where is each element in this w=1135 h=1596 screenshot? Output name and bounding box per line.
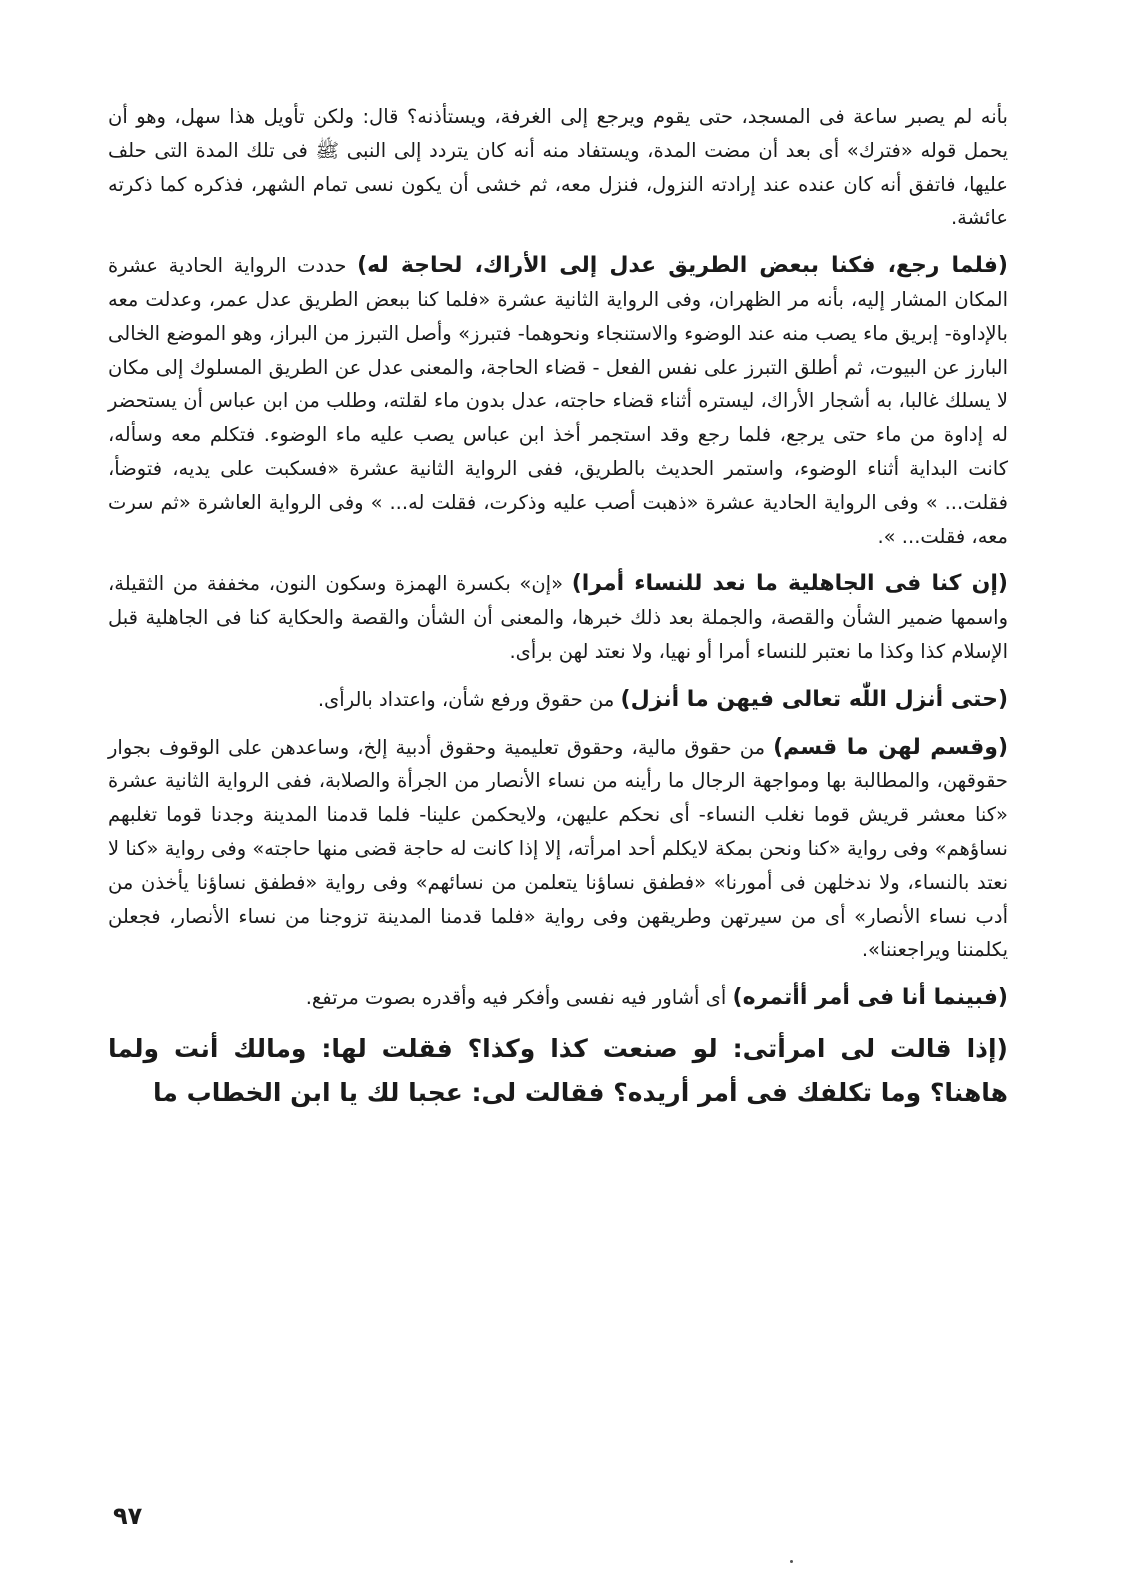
paragraph-6: [108, 981, 1008, 1015]
paragraph-2-heading: (فلما رجع، فكنا ببعض الطريق عدل إلى الأراك، لحاجة له): [357, 253, 1008, 279]
scan-speck: [790, 1560, 793, 1563]
paragraph-3-text: «إن» بكسرة الهمزة وسكون النون، مخففة من الثقيلة، واسمها ضمير الشأن والقصة، والجملة بعد ذلك خبرها، والمعنى أن الشأن والقصة والحكاية كنا فى الجاهلية قبل الإسلام كذا وكذا ما نعتبر للنساء أمرا أو نهيا، ولا نعتد لهن برأى.: [108, 572, 1008, 663]
paragraph-6-text: أى أشاور فيه نفسى وأفكر فيه وأقدره بصوت مرتفع.: [305, 986, 727, 1010]
paragraph-5: [108, 731, 1008, 968]
paragraph-5-text: من حقوق مالية، وحقوق تعليمية وحقوق أدبية إلخ، وساعدهن على الوقوف بجوار حقوقهن، والمطالبة بها ومواجهة الرجال ما رأينه من نساء الأنصار من الجرأة والصلابة، ففى الرواية الثانية عشرة «كنا معشر قريش قوما نغلب النساء- أى نحكم عليهن، ولايحكمن علينا- فلما قدمنا المدينة وجدنا قوما تغلبهم نساؤهم» وفى رواية «كنا ونحن بمكة لايكلم أحد امرأته، إلا إذا كانت له حاجة قضى منها حاجته» وفى رواية «كنا لا نعتد بالنساء، ولا ندخلهن فى أمورنا» «فطفق نساؤنا يتعلمن من نسائهم» وفى رواية «فطفق نساؤنا يأخذن من أدب نساء الأنصار» أى من سيرتهن وطريقهن وفى رواية «فلما قدمنا المدينة تزوجنا من نساء الأنصار، فجعلن يكلمننا ويراجعننا».: [108, 735, 1008, 962]
paragraph-3-heading: (إن كنا فى الجاهلية ما نعد للنساء أمرا): [571, 571, 1008, 597]
paragraph-5-heading: (وقسم لهن ما قسم): [773, 734, 1008, 760]
paragraph-7-text: (إذا قالت لى امرأتى: لو صنعت كذا وكذا؟ فقلت لها: ومالك أنت ولما هاهنا؟ وما تكلفك فى أمر أريده؟ فقالت لى: عجبا لك يا ابن الخطاب ما: [108, 1033, 1008, 1107]
paragraph-4-text: من حقوق ورفع شأن، واعتداد بالرأى.: [317, 687, 615, 711]
paragraph-4-heading: (حتى أنزل اللّٰه تعالى فيهن ما أنزل): [620, 686, 1008, 712]
paragraph-3: [108, 567, 1008, 668]
page-number: ٩٧: [113, 1502, 143, 1530]
paragraph-7: [108, 1027, 1008, 1115]
paragraph-4: [108, 683, 1008, 717]
paragraph-2-text: حددت الرواية الحادية عشرة المكان المشار إليه، بأنه مر الظهران، وفى الرواية الثانية عشرة «فلما كنا ببعض الطريق عدل عمر، وعدلت معه بالإداوة- إبريق ماء يصب منه عند الوضوء والاستنجاء ونحوهما- فتبرز» وأصل التبرز من البراز، وهو الموضع الخالى البارز عن البيوت، ثم أطلق التبرز على نفس الفعل - قضاء الحاجة، والمعنى عدل عن الطريق المسلوك إلى مكان لا يسلك غالبا، به أشجار الأراك، ليستره أثناء قضاء حاجته، عدل بدون ماء لقلته، وطلب من ابن عباس أن يستحضر له إداوة من ماء حتى يرجع، فلما رجع وقد استجمر أخذ ابن عباس يصب عليه ماء الوضوء. فتكلم معه وسأله، كانت البداية أثناء الوضوء، واستمر الحديث بالطريق، ففى الرواية الثانية عشرة «فسكبت على يديه، فتوضأ، فقلت... » وفى الرواية الحادية عشرة «ذهبت أصب عليه وذكرت، فقلت له... » وفى الرواية العاشرة «ثم سرت معه، فقلت... ».: [108, 254, 1008, 548]
paragraph-1-text: بأنه لم يصبر ساعة فى المسجد، حتى يقوم ويرجع إلى الغرفة، ويستأذنه؟ قال: ولكن تأويل هذا سهل، وهو أن يحمل قوله «فترك» أى بعد أن مضت المدة، ويستفاد منه أنه كان يتردد إلى النبى ﷺ فى تلك المدة التى حلف عليها، فاتفق أنه كان عنده عند إرادته النزول، فنزل معه، ثم خشى أن يكون نسى تمام الشهر، فذكره كما ذكرته عائشة.: [108, 105, 1008, 230]
paragraph-2: [108, 249, 1008, 553]
page-body: [108, 100, 1008, 1115]
paragraph-6-heading: (فبينما أنا فى أمر أأتمره): [732, 985, 1008, 1011]
paragraph-1: [108, 100, 1008, 235]
